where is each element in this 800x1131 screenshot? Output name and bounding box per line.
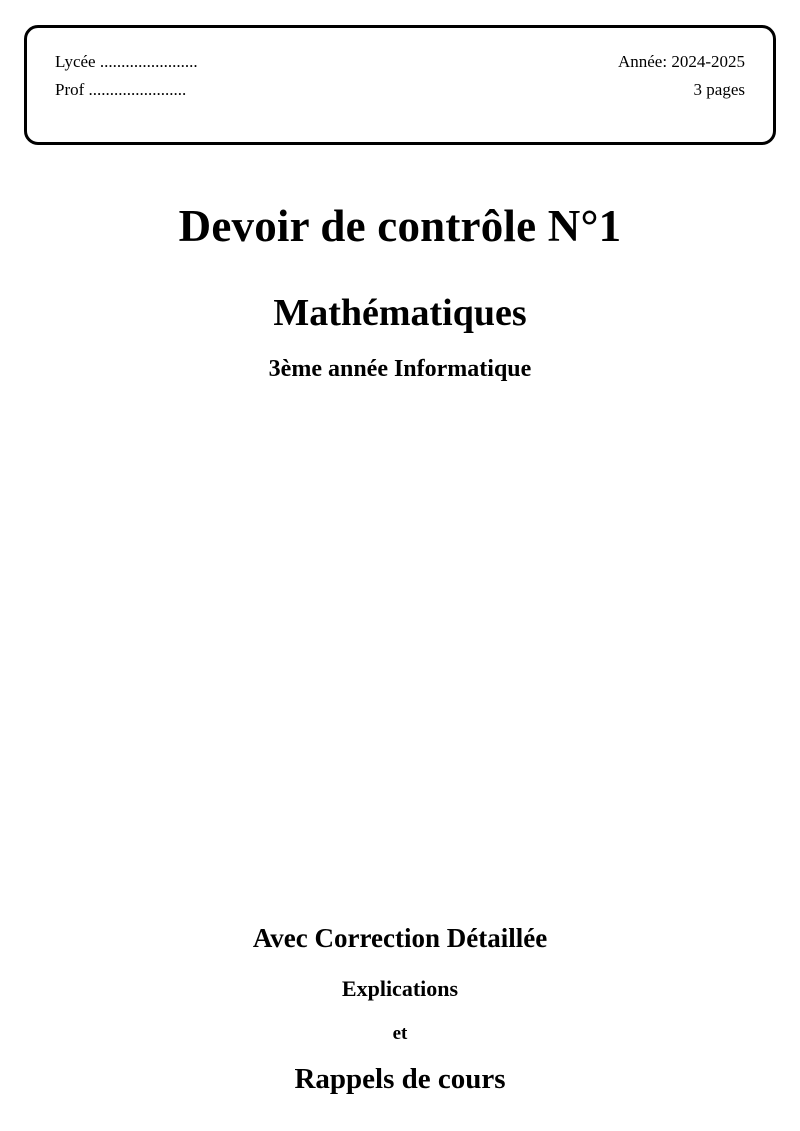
footer-block: [0, 922, 800, 1096]
subject-title: Mathématiques: [273, 292, 527, 335]
school-year-label: Année: 2024-2025: [617, 52, 745, 71]
page-count-label: 3 pages: [693, 80, 745, 99]
explanations-note: Explications: [341, 976, 459, 1002]
correction-note: Avec Correction Détaillée: [252, 923, 548, 953]
school-name-field: Lycée .......................: [55, 52, 198, 71]
title-block: [0, 200, 800, 383]
header-info-box: [24, 25, 776, 145]
header-row-school: [55, 48, 745, 76]
header-row-teacher: [55, 76, 745, 104]
course-reminders-note: Rappels de cours: [294, 1062, 506, 1095]
page-title: Devoir de contrôle N°1: [178, 201, 622, 251]
conjunction-note: et: [392, 1022, 408, 1044]
teacher-name-field: Prof .......................: [55, 80, 187, 99]
class-level-title: 3ème année Informatique: [268, 355, 532, 382]
